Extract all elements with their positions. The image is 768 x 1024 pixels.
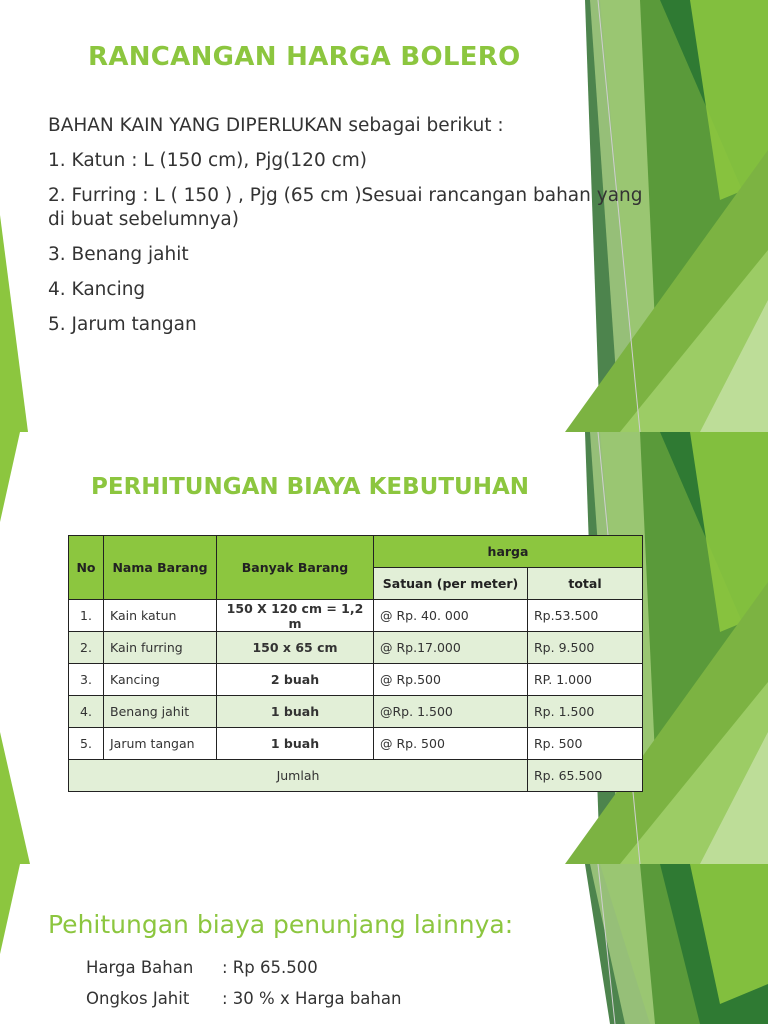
list-item: 2. Furring : L ( 150 ) , Pjg (65 cm )Sesuai rancangan bahan yang di buat sebelumnya) — [48, 185, 643, 230]
list-item: 1. Katun : L (150 cm), Pjg(120 cm) — [48, 150, 367, 171]
cell-jumlah-total: Rp. 65.500 — [528, 760, 643, 792]
table-row — [69, 632, 643, 664]
slide-1 — [0, 0, 768, 432]
header-harga: harga — [374, 536, 643, 568]
header-satuan: Satuan (per meter) — [374, 568, 528, 600]
cell-no: 3. — [69, 664, 104, 696]
cell-banyak: 2 buah — [217, 664, 374, 696]
cell-nama: Kain katun — [104, 600, 217, 632]
table-row — [69, 600, 643, 632]
cell-nama: Kancing — [104, 664, 217, 696]
cell-no: 4. — [69, 696, 104, 728]
list-item — [86, 956, 401, 987]
table-row — [69, 664, 643, 696]
item-label: Harga Bahan — [86, 958, 194, 977]
cell-nama: Benang jahit — [104, 696, 217, 728]
cell-banyak: 1 buah — [217, 728, 374, 760]
header-banyak-barang: Banyak Barang — [217, 536, 374, 600]
slide-title: RANCANGAN HARGA BOLERO — [88, 42, 521, 72]
header-no: No — [69, 536, 104, 600]
slide-3 — [0, 864, 768, 1024]
cell-no: 5. — [69, 728, 104, 760]
cell-total: RP. 1.000 — [528, 664, 643, 696]
cell-nama: Jarum tangan — [104, 728, 217, 760]
cost-table — [68, 535, 643, 792]
cell-total: Rp. 9.500 — [528, 632, 643, 664]
material-intro: BAHAN KAIN YANG DIPERLUKAN sebagai berikut : — [48, 115, 504, 136]
cell-jumlah-label: Jumlah — [69, 760, 528, 792]
list-item: 4. Kancing — [48, 279, 146, 300]
cell-banyak: 150 X 120 cm = 1,2 m — [217, 600, 374, 632]
table-row-jumlah — [69, 760, 643, 792]
header-nama-barang: Nama Barang — [104, 536, 217, 600]
header-total: total — [528, 568, 643, 600]
item-value: : Rp 65.500 — [222, 958, 318, 977]
slide-title: Pehitungan biaya penunjang lainnya: — [48, 910, 514, 939]
list-item: 5. Jarum tangan — [48, 314, 197, 335]
cell-banyak: 1 buah — [217, 696, 374, 728]
supporting-cost-list — [86, 956, 401, 1018]
list-item — [86, 987, 401, 1018]
slide-title: PERHITUNGAN BIAYA KEBUTUHAN — [91, 474, 529, 500]
cell-no: 2. — [69, 632, 104, 664]
cell-no: 1. — [69, 600, 104, 632]
cell-nama: Kain furring — [104, 632, 217, 664]
cell-satuan: @ Rp.500 — [374, 664, 528, 696]
cell-satuan: @ Rp. 500 — [374, 728, 528, 760]
cell-total: Rp. 500 — [528, 728, 643, 760]
cell-satuan: @ Rp. 40. 000 — [374, 600, 528, 632]
cell-satuan: @ Rp.17.000 — [374, 632, 528, 664]
list-item: 3. Benang jahit — [48, 244, 189, 265]
item-value: : 30 % x Harga bahan — [222, 989, 402, 1008]
cell-total: Rp. 1.500 — [528, 696, 643, 728]
table-row — [69, 728, 643, 760]
cell-total: Rp.53.500 — [528, 600, 643, 632]
cell-banyak: 150 x 65 cm — [217, 632, 374, 664]
cell-satuan: @Rp. 1.500 — [374, 696, 528, 728]
item-label: Ongkos Jahit — [86, 989, 190, 1008]
table-row — [69, 696, 643, 728]
material-list — [48, 114, 648, 348]
